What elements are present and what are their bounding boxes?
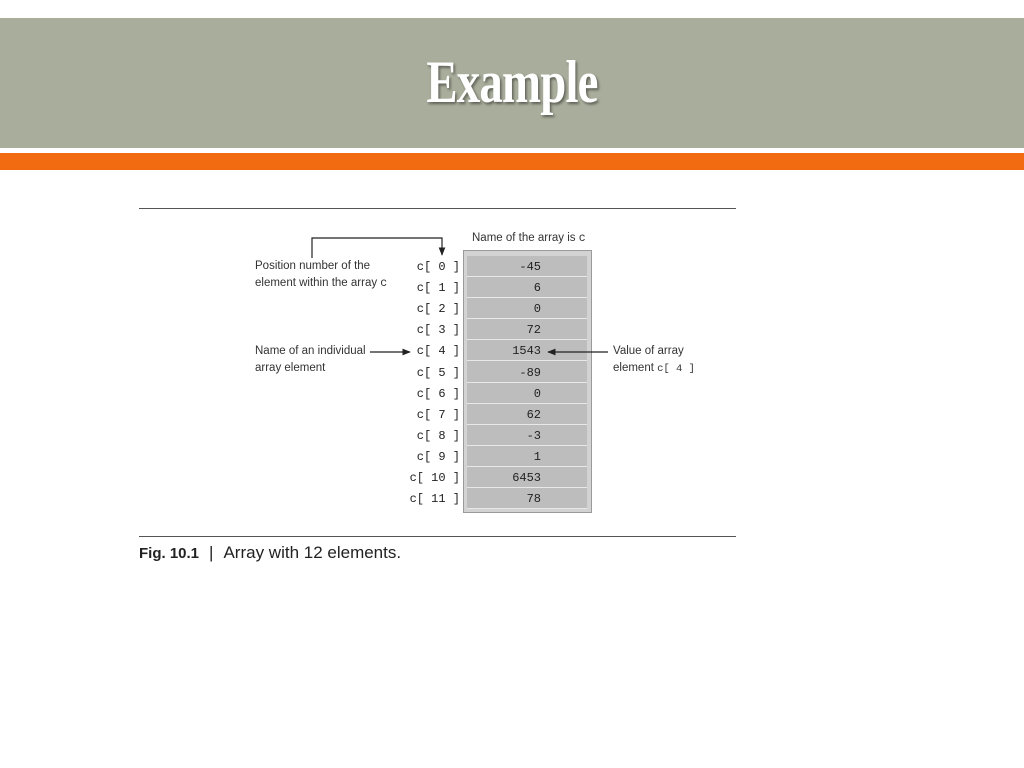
caption-text: Array with 12 elements. xyxy=(223,543,402,562)
position-label-line2: element within the array xyxy=(255,277,378,289)
array-element-value: 0 xyxy=(467,384,587,404)
array-index-label: c[ 2 ] xyxy=(416,302,460,316)
array-element-value: 62 xyxy=(467,405,587,425)
array-name-text: Name of the array is xyxy=(472,232,576,244)
caption-figure-number: Fig. 10.1 xyxy=(139,545,200,562)
array-index-label: c[ 11 ] xyxy=(409,492,460,506)
array-element-value: 1543 xyxy=(467,341,587,361)
array-element-value: -3 xyxy=(467,426,587,446)
array-index-label: c[ 10 ] xyxy=(409,471,460,485)
caption-separator: | xyxy=(209,543,214,562)
value-label-line2: element xyxy=(613,362,654,374)
slide-title: Example xyxy=(426,49,598,115)
array-index-label: c[ 4 ] xyxy=(416,344,460,358)
array-element-value: -45 xyxy=(467,257,587,277)
array-index-label: c[ 8 ] xyxy=(416,429,460,443)
element-label-line2: array element xyxy=(255,362,326,374)
figure-caption xyxy=(139,541,401,566)
array-index-label: c[ 3 ] xyxy=(416,323,460,337)
figure-bottom-rule xyxy=(139,536,736,537)
array-element-value: 78 xyxy=(467,489,587,509)
array-element-value: 0 xyxy=(467,299,587,319)
array-index-label: c[ 5 ] xyxy=(416,366,460,380)
array-element-value: 6 xyxy=(467,278,587,298)
array-index-label: c[ 1 ] xyxy=(416,281,460,295)
position-arrow xyxy=(312,238,442,258)
position-label-array-code: c xyxy=(380,277,388,290)
position-label-line1: Position number of the xyxy=(255,260,371,272)
array-index-label: c[ 0 ] xyxy=(416,260,460,274)
value-label-line1: Value of array xyxy=(613,345,684,357)
array-index-label: c[ 9 ] xyxy=(416,450,460,464)
array-index-label: c[ 6 ] xyxy=(416,387,460,401)
array-element-value: 1 xyxy=(467,447,587,467)
array-index-label: c[ 7 ] xyxy=(416,408,460,422)
array-element-value: 6453 xyxy=(467,468,587,488)
array-element-value: 72 xyxy=(467,320,587,340)
element-label-line1: Name of an individual xyxy=(255,345,366,357)
value-label-ref: c[ 4 ] xyxy=(657,363,695,375)
array-name-code: c xyxy=(578,232,586,245)
array-element-value: -89 xyxy=(467,363,587,383)
